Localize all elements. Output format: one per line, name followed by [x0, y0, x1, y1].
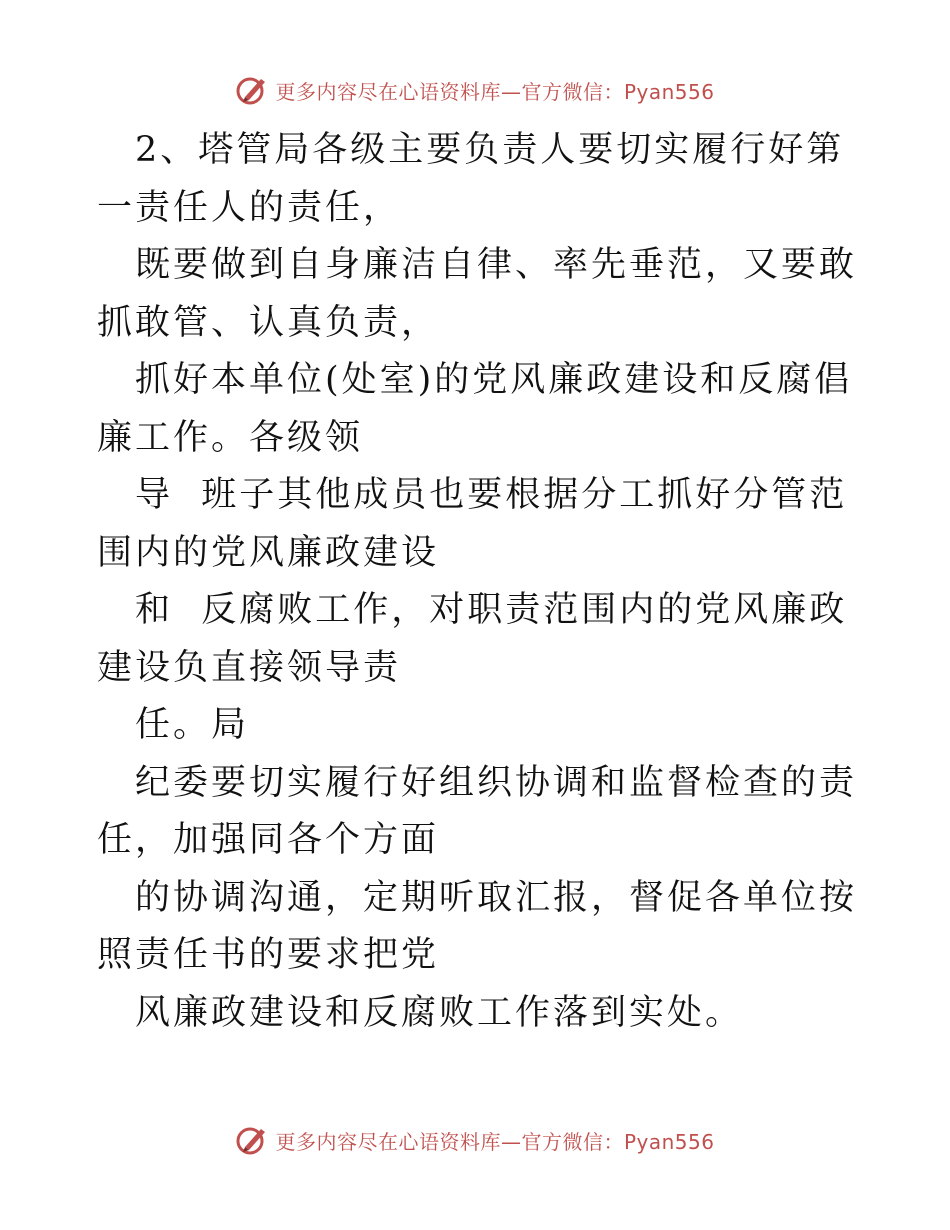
paragraph: 风廉政建设和反腐败工作落到实处。 — [135, 992, 744, 1033]
paragraph: 和 反腐败工作，对职责范围内的党风廉政建设负直接领导责 — [97, 590, 848, 688]
paragraph: 既要做到自身廉洁自律、率先垂范，又要敢抓敢管、认真负责， — [97, 245, 858, 343]
paragraph: 任。局 — [135, 705, 250, 745]
pen-logo-icon — [235, 1123, 269, 1157]
watermark-text: 更多内容尽在心语资料库—官方微信：Pyan556 — [275, 79, 715, 104]
paragraph: 的协调沟通，定期听取汇报，督促各单位按照责任书的要求把党 — [97, 877, 858, 975]
watermark-footer — [0, 1120, 950, 1160]
watermark-header — [0, 70, 950, 110]
paragraph: 抓好本单位(处室)的党风廉政建设和反腐倡廉工作。各级领 — [97, 360, 853, 458]
document-body — [97, 122, 857, 1042]
paragraph: 纪委要切实履行好组织协调和监督检查的责任，加强同各个方面 — [97, 762, 858, 860]
watermark-text: 更多内容尽在心语资料库—官方微信：Pyan556 — [275, 1129, 715, 1154]
paragraph: 2、塔管局各级主要负责人要切实履行好第一责任人的责任， — [97, 130, 845, 228]
paragraph: 导 班子其他成员也要根据分工抓好分管范围内的党风廉政建设 — [97, 475, 848, 573]
pen-logo-icon — [235, 73, 269, 107]
